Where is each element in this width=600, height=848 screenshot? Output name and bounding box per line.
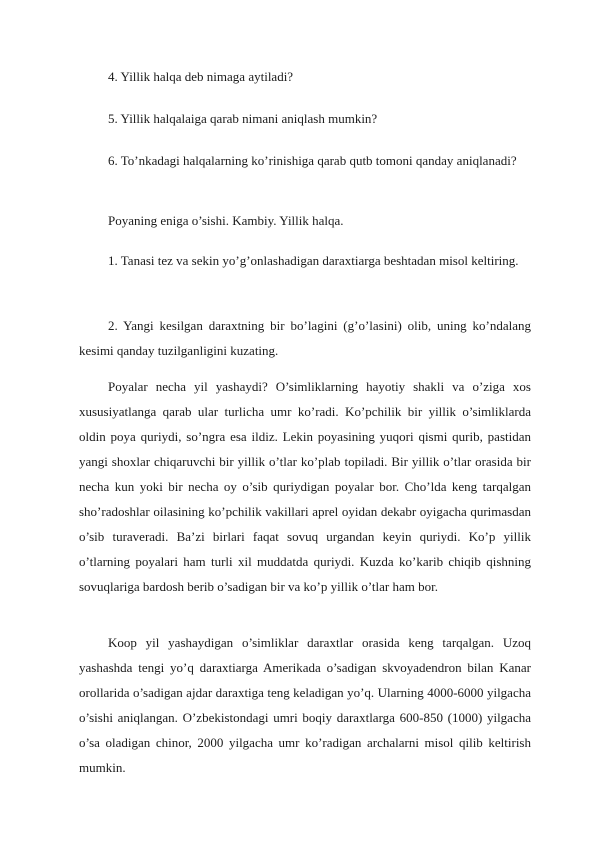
paragraph-stem-lifespan: Poyalar necha yil yashaydi? O’simliklarning hayotiy shakli va o’ziga xos xususiyatlanga qarab ular turlicha umr ko’radi. Ko’pchilik bir yillik o’simliklarda oldin poya quriydi, so’ngra esa ildiz. Lekin poyasining yuqori qismi qurib, pastidan yangi shoxlar chiqaruvchi bir yillik o’tlar ko’plab topiladi. Bir yillik o’tlar orasida bir necha kun yoki bir necha oy o’sib quriydigan poyalar bor. Cho’lda keng tarqalgan sho’radoshlar oilasining ko’pchilik vakillari aprel oyidan dekabr oyigacha qurimasdan o’sib turaveradi. Ba’zi birlari faqat sovuq urgandan keyin quriydi. Ko’p yillik o’tlarning poyalari ham turli xil muddatda quriydi. Kuzda ko’karib chiqib qishning sovuqlariga bardosh berib o’sadigan bir va ko’p yillik o’tlar ham bor. <box>79 379 531 594</box>
question-4: 4. Yillik halqa deb nimaga aytiladi? <box>108 69 294 84</box>
topic-heading: Poyaning eniga o’sishi. Kambiy. Yillik halqa. <box>108 213 344 228</box>
question-5: 5. Yillik halqalaiga qarab nimani aniqlash mumkin? <box>108 111 378 126</box>
task-2: 2. Yangi kesilgan daraxtning bir bo’lagini (g’o’lasini) olib, uning ko’ndalang kesimi qanday tuzilganligini kuzating. <box>79 318 531 358</box>
question-6: 6. To’nkadagi halqalarning ko’rinishiga qarab qutb tomoni qanday aniqlanadi? <box>108 153 517 168</box>
paragraph-long-lived-trees: Koop yil yashaydigan o’simliklar daraxtlar orasida keng tarqalgan. Uzoq yashashda tengi yo’q daraxtiarga Amerikada o’sadigan skvoyadendron bilan Kanar orollarida o’sadigan ajdar daraxtiga teng keladigan yo’q. Ularning 4000-6000 yilgacha o’sishi aniqlangan. O’zbekistondagi umri boqiy daraxtlarga 600-850 (1000) yilgacha o’sa oladigan chinor, 2000 yilgacha umr ko’radigan archalarni misol qilib keltirish mumkin. <box>79 635 531 775</box>
task-1: 1. Tanasi tez va sekin yo’g’onlashadigan daraxtiarga beshtadan misol keltiring. <box>108 253 519 268</box>
